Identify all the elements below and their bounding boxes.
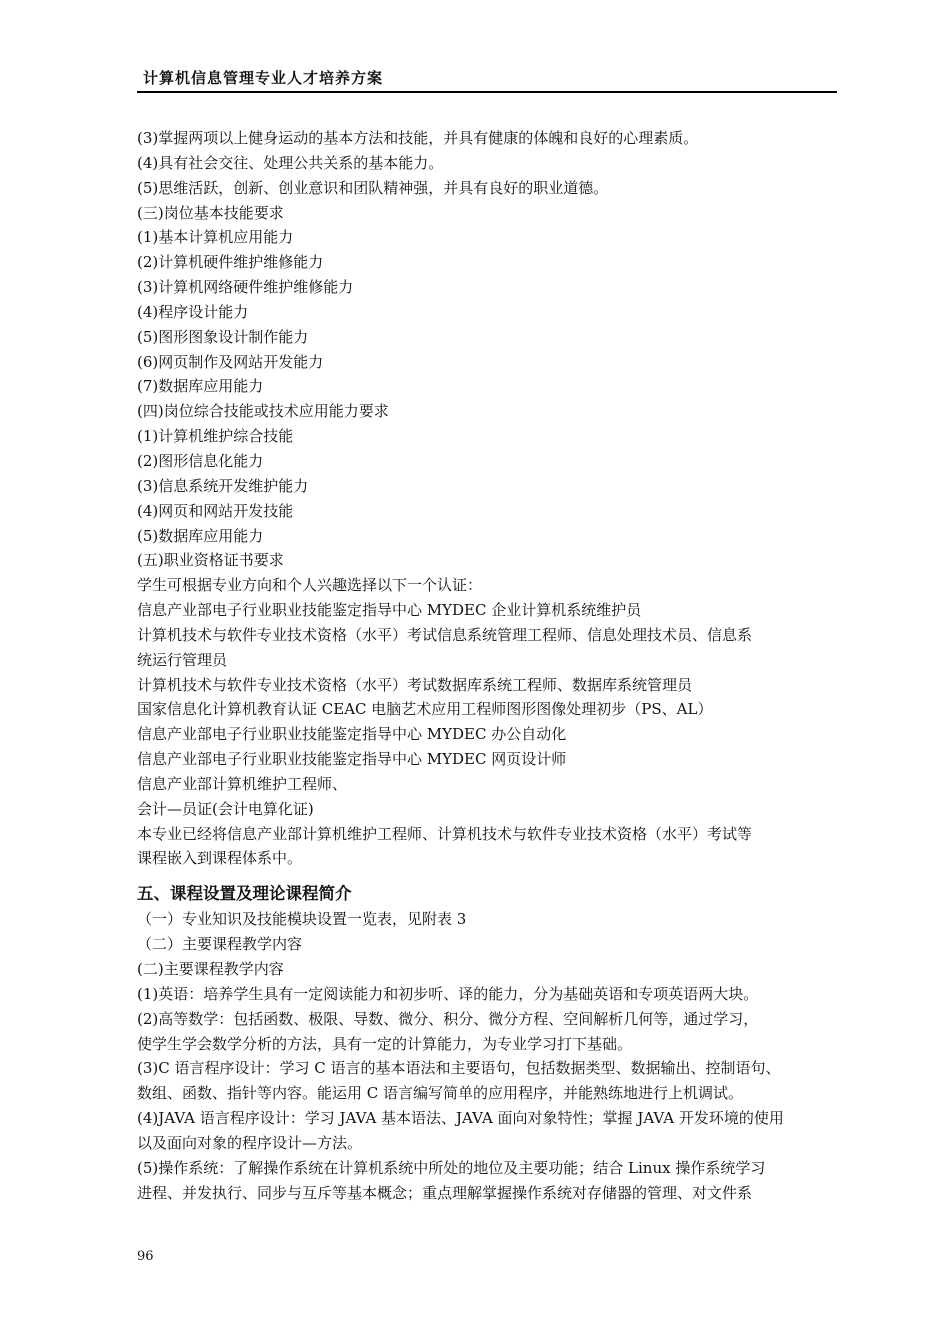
text-line: 课程嵌入到课程体系中。 [137, 849, 303, 868]
text-line: (五)职业资格证书要求 [137, 551, 284, 570]
section-heading: 五、课程设置及理论课程简介 [137, 884, 352, 904]
header-title: 计算机信息管理专业人才培养方案 [143, 69, 384, 87]
text-line: (3)掌握两项以上健身运动的基本方法和技能，并具有健康的体魄和良好的心理素质。 [137, 129, 699, 147]
text-line: 统运行管理员 [137, 650, 228, 669]
text-line: (5)数据库应用能力 [137, 526, 264, 545]
header-rule [137, 91, 837, 93]
text-line: (1)基本计算机应用能力 [137, 228, 294, 247]
text-line: 学生可根据专业方向和个人兴趣选择以下一个认证： [137, 576, 483, 595]
text-line: 信息产业部计算机维护工程师、 [137, 774, 348, 793]
text-line: (3)计算机网络硬件维护维修能力 [137, 278, 354, 297]
text-line: (二)主要课程教学内容 [137, 960, 284, 978]
page-number: 96 [137, 1249, 154, 1264]
text-line: 信息产业部电子行业职业技能鉴定指导中心 MYDEC 办公自动化 [137, 725, 567, 744]
text-line: (3)C 语言程序设计：学习 C 语言的基本语法和主要语句，包括数据类型、数据输出、控制语句、 [137, 1059, 781, 1078]
text-line: (7)数据库应用能力 [137, 377, 264, 396]
document-body [137, 126, 849, 1205]
text-line: (6)网页制作及网站开发能力 [137, 352, 324, 371]
page-header [137, 66, 837, 90]
text-line: (5)思维活跃，创新、创业意识和团队精神强，并具有良好的职业道德。 [137, 178, 609, 197]
text-line: 进程、并发执行、同步与互斥等基本概念；重点理解掌握操作系统对存储器的管理、对文件系 [137, 1183, 753, 1202]
text-line: （一）专业知识及技能模块设置一览表，见附表 3 [137, 910, 467, 929]
text-line: (四)岗位综合技能或技术应用能力要求 [137, 402, 389, 421]
text-line: 国家信息化计算机教育认证 CEAC 电脑艺术应用工程师图形图像处理初步（PS、AL） [137, 700, 713, 719]
text-line: (4)网页和网站开发技能 [137, 501, 294, 520]
text-line: 以及面向对象的程序设计—方法。 [137, 1133, 363, 1152]
text-line: (1)英语：培养学生具有一定阅读能力和初步听、译的能力，分为基础英语和专项英语两大块。 [137, 984, 759, 1003]
text-line: 信息产业部电子行业职业技能鉴定指导中心 MYDEC 企业计算机系统维护员 [137, 601, 642, 620]
text-line: 数组、函数、指针等内容。能运用 C 语言编写简单的应用程序，并能熟练地进行上机调试。 [137, 1084, 744, 1103]
text-line: (3)信息系统开发维护能力 [137, 476, 309, 495]
text-line: (4)JAVA 语言程序设计：学习 JAVA 基本语法、JAVA 面向对象特性；掌握 JAVA 开发环境的使用 [137, 1109, 784, 1128]
text-line: 信息产业部电子行业职业技能鉴定指导中心 MYDEC 网页设计师 [137, 750, 567, 769]
text-line: 使学生学会数学分析的方法，具有一定的计算能力，为专业学习打下基础。 [137, 1034, 633, 1053]
text-line: (三)岗位基本技能要求 [137, 203, 284, 222]
text-line: (4)程序设计能力 [137, 302, 249, 321]
text-line: 计算机技术与软件专业技术资格（水平）考试信息系统管理工程师、信息处理技术员、信息系 [137, 625, 753, 644]
text-line: (5)操作系统：了解操作系统在计算机系统中所处的地位及主要功能；结合 Linux 操作系统学习 [137, 1158, 766, 1177]
text-line: (1)计算机维护综合技能 [137, 427, 294, 446]
text-line: (2)高等数学：包括函数、极限、导数、微分、积分、微分方程、空间解析几何等，通过学习， [137, 1009, 759, 1028]
text-line: 本专业已经将信息产业部计算机维护工程师、计算机技术与软件专业技术资格（水平）考试等 [137, 824, 753, 843]
text-line: (2)计算机硬件维护维修能力 [137, 253, 324, 272]
text-line: (2)图形信息化能力 [137, 451, 264, 470]
text-line: (5)图形图象设计制作能力 [137, 327, 309, 346]
text-line: （二）主要课程教学内容 [137, 935, 303, 954]
text-line: 会计—员证(会计电算化证) [137, 799, 314, 818]
text-line: 计算机技术与软件专业技术资格（水平）考试数据库系统工程师、数据库系统管理员 [137, 675, 693, 694]
text-line: (4)具有社会交往、处理公共关系的基本能力。 [137, 153, 444, 172]
